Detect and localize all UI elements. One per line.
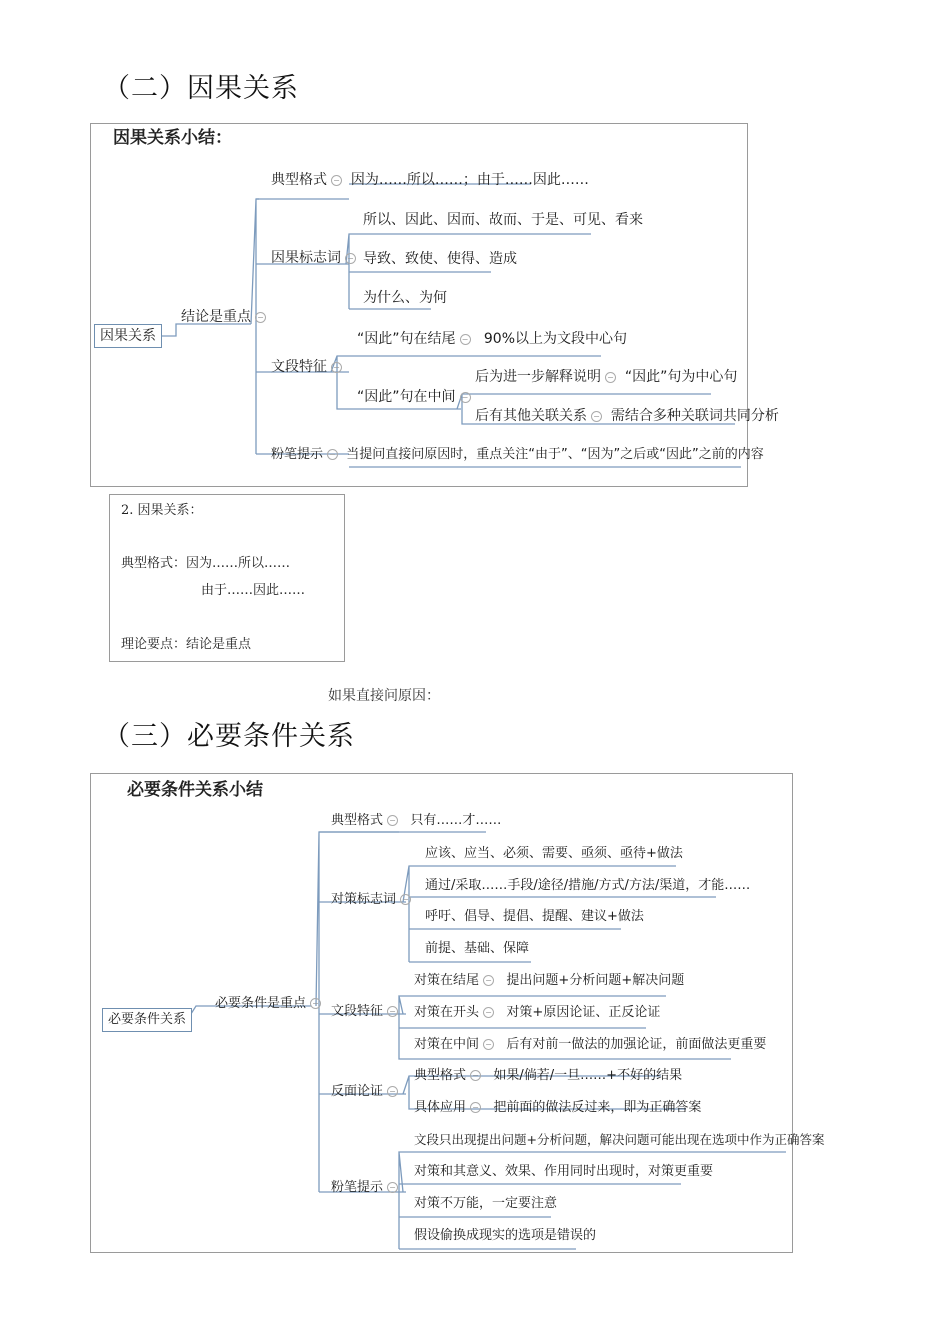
note-format-line2: 由于……因此……: [201, 583, 306, 598]
collapse-icon[interactable]: −: [331, 175, 342, 186]
collapse-icon[interactable]: −: [460, 334, 471, 345]
collapse-icon[interactable]: −: [605, 372, 616, 383]
para-item: 对策在结尾 − 提出问题+分析问题+解决问题: [414, 973, 685, 988]
markers-node: 因果标志词 −: [271, 250, 356, 266]
markers-node: 对策标志词 −: [331, 892, 411, 908]
tip-item: 对策不万能，一定要注意: [414, 1196, 558, 1211]
section-heading-causal: （二）因果关系: [103, 73, 299, 104]
root-node: 因果关系: [94, 324, 162, 348]
collapse-icon[interactable]: −: [460, 392, 471, 403]
tip-node: 粉笔提示 −: [331, 1180, 398, 1196]
focus-node: 结论是重点 −: [181, 309, 266, 325]
marker-item: 通过/采取……手段/途径/措施/方式/方法/渠道，才能……: [425, 878, 751, 893]
marker-item: 前提、基础、保障: [425, 941, 530, 956]
note-title: 2. 因果关系：: [121, 503, 203, 518]
collapse-icon[interactable]: −: [345, 253, 356, 264]
collapse-icon[interactable]: −: [483, 1039, 494, 1050]
focus-node: 必要条件是重点 −: [215, 996, 321, 1012]
note-format-row: 典型格式：因为……所以……: [121, 556, 291, 571]
marker-item: 导致、致使、使得、造成: [363, 251, 517, 267]
causal-mindmap: [90, 123, 779, 487]
middle-position-node: “因此”句在中间 −: [357, 389, 471, 405]
collapse-icon[interactable]: −: [331, 362, 342, 373]
collapse-icon[interactable]: −: [387, 1086, 398, 1097]
note-theory: 理论要点：结论是重点: [121, 637, 252, 652]
typical-format-node: 典型格式 − 因为……所以……；由于……因此……: [271, 172, 589, 188]
marker-item: 所以、因此、因而、故而、于是、可见、看来: [363, 212, 643, 228]
note-box: [109, 494, 345, 662]
collapse-icon[interactable]: −: [470, 1070, 481, 1081]
tip-item: 对策和其意义、效果、作用同时出现时，对策更重要: [414, 1164, 714, 1179]
collapse-icon[interactable]: −: [591, 411, 602, 422]
collapse-icon[interactable]: −: [387, 815, 398, 826]
middle-a-node: 后为进一步解释说明 − “因此”句为中心句: [475, 369, 738, 385]
collapse-icon[interactable]: −: [387, 1006, 398, 1017]
collapse-icon[interactable]: −: [400, 894, 411, 905]
marker-item: 为什么、为何: [363, 290, 447, 306]
negative-argument-node: 反面论证 −: [331, 1084, 398, 1100]
caption-text: 如果直接问原因：: [328, 688, 440, 704]
summary-title: 必要条件关系小结: [127, 780, 263, 800]
paragraph-feature-node: 文段特征 −: [271, 359, 342, 375]
collapse-icon[interactable]: −: [483, 1007, 494, 1018]
para-item: 对策在开头 − 对策+原因论证、正反论证: [414, 1005, 661, 1020]
typical-format-node: 典型格式 − 只有……才……: [331, 813, 502, 828]
negative-item: 典型格式 − 如果/倘若/一旦……+不好的结果: [414, 1068, 683, 1083]
tip-node: 粉笔提示 − 当提问直接问原因时，重点关注“由于”、“因为”之后或“因此”之前的内容: [271, 447, 764, 462]
paragraph-feature-node: 文段特征 −: [331, 1004, 398, 1020]
marker-item: 呼吁、倡导、提倡、提醒、建议+做法: [425, 909, 644, 924]
typical-format-value: 因为……所以……；由于……因此……: [350, 172, 589, 188]
collapse-icon[interactable]: −: [310, 998, 321, 1009]
para-item: 对策在中间 − 后有对前一做法的加强论证，前面做法更重要: [414, 1037, 767, 1052]
end-position-node: “因此”句在结尾 − 90%以上为文段中心句: [357, 331, 627, 347]
collapse-icon[interactable]: −: [255, 312, 266, 323]
middle-b-node: 后有其他关联关系 − 需结合多种关联词共同分析: [475, 408, 779, 424]
section-heading-necessary: （三）必要条件关系: [103, 721, 355, 752]
collapse-icon[interactable]: −: [327, 449, 338, 460]
collapse-icon[interactable]: −: [387, 1182, 398, 1193]
negative-item: 具体应用 − 把前面的做法反过来，即为正确答案: [414, 1100, 702, 1115]
root-node: 必要条件关系: [102, 1008, 192, 1032]
marker-item: 应该、应当、必须、需要、亟须、亟待+做法: [425, 846, 683, 861]
necessary-mindmap: [90, 773, 825, 1253]
collapse-icon[interactable]: −: [483, 975, 494, 986]
summary-title: 因果关系小结：: [113, 128, 232, 148]
tip-item: 假设偷换成现实的选项是错误的: [414, 1228, 597, 1243]
collapse-icon[interactable]: −: [470, 1102, 481, 1113]
tip-item: 文段只出现提出问题+分析问题，解决问题可能出现在选项中作为正确答案: [414, 1132, 825, 1147]
